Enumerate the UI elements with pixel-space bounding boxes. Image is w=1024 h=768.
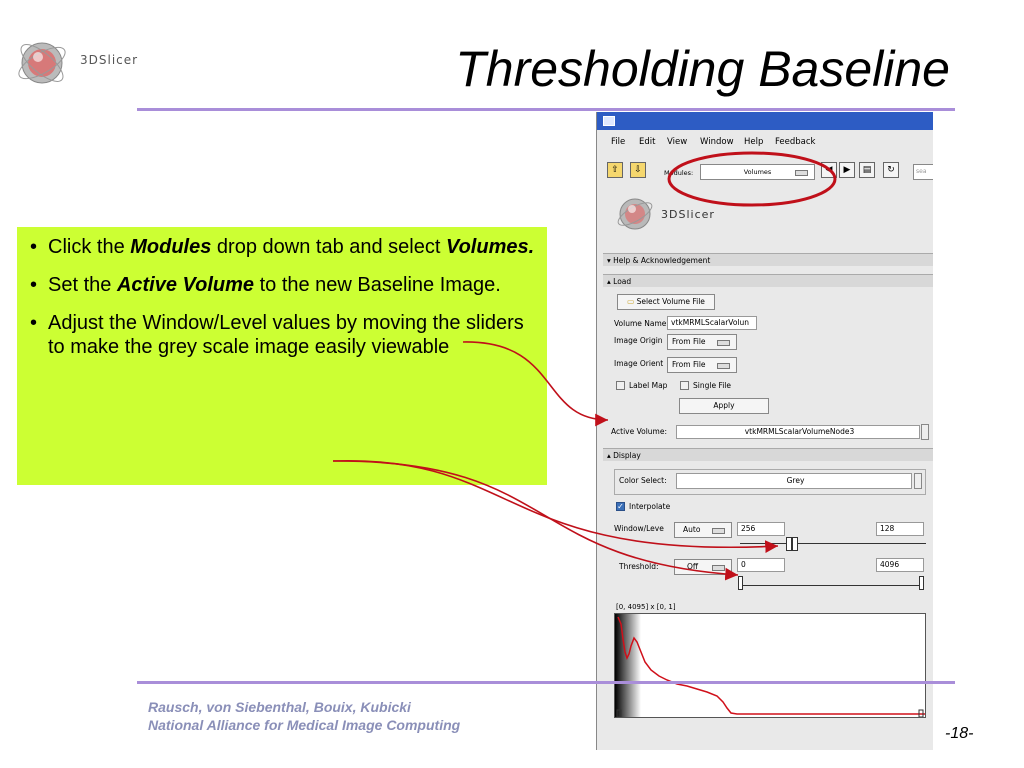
threshold-low-input[interactable]: 0	[737, 558, 785, 572]
histogram-curve	[618, 617, 925, 714]
window-level-mode-dropdown[interactable]	[674, 522, 732, 538]
folder-save-icon: ⇩	[634, 165, 642, 175]
title-divider	[137, 108, 955, 111]
slicer-window	[596, 112, 933, 750]
menubar	[597, 132, 933, 150]
app-logo-icon	[615, 194, 655, 234]
threshold-high-input[interactable]: 4096	[876, 558, 924, 572]
dropdown-indicator-icon	[795, 170, 808, 176]
window-level-label: Window/Leve	[614, 524, 664, 533]
active-volume-label: Active Volume:	[611, 427, 668, 436]
help-section-header[interactable]	[603, 253, 933, 266]
single-file-checkbox[interactable]	[680, 381, 689, 390]
image-origin-value: From File	[672, 337, 706, 346]
apply-button[interactable]: Apply	[679, 398, 769, 414]
footer-organization: National Alliance for Medical Image Computing	[148, 717, 461, 733]
page-number: -18-	[945, 725, 974, 742]
module-prev-button[interactable]	[821, 162, 837, 178]
histogram-range-label: [0, 4095] x [0, 1]	[616, 603, 676, 611]
menu-help[interactable]: Help	[744, 137, 764, 147]
collapse-up-icon: ▴	[607, 277, 614, 286]
collapse-down-icon: ▾	[607, 256, 614, 265]
label-map-label: Label Map	[629, 381, 668, 390]
footer-credits	[148, 698, 460, 734]
dropdown-indicator-icon	[712, 565, 725, 571]
image-orient-value: From File	[672, 360, 706, 369]
window-menu-icon[interactable]	[603, 116, 615, 126]
modules-label: Modules:	[664, 169, 694, 177]
threshold-slider-track[interactable]	[740, 585, 922, 586]
bullet-1-text-a: Click the	[48, 236, 131, 258]
level-value-input[interactable]: 128	[876, 522, 924, 536]
bullet-1-emphasis-b: Volumes.	[445, 236, 535, 258]
threshold-slider-handle-right[interactable]	[919, 576, 924, 590]
bullet-2	[48, 273, 537, 297]
instructions-box	[17, 227, 547, 485]
interpolate-label: Interpolate	[629, 502, 671, 511]
footer-authors: Rausch, von Siebenthal, Bouix, Kubicki	[148, 699, 411, 715]
threshold-label: Threshold:	[619, 562, 659, 571]
image-orient-dropdown[interactable]	[667, 357, 737, 373]
menu-feedback[interactable]: Feedback	[775, 137, 816, 147]
checkmark-icon: ✓	[617, 502, 624, 511]
menu-edit[interactable]: Edit	[639, 137, 656, 147]
app-logo	[615, 194, 655, 234]
module-history-button[interactable]	[859, 162, 875, 178]
color-select-spinner[interactable]	[914, 473, 922, 489]
module-refresh-button[interactable]	[883, 162, 899, 178]
dropdown-indicator-icon	[717, 363, 730, 369]
bullet-1-emphasis-a: Modules	[130, 236, 212, 258]
active-volume-select[interactable]: vtkMRMLScalarVolumeNode3	[676, 425, 920, 439]
bullet-3	[48, 311, 537, 359]
app-logo-text: 3DSlicer	[661, 208, 715, 221]
load-section-header[interactable]	[603, 274, 933, 287]
collapse-up-icon: ▴	[607, 451, 614, 460]
window-titlebar	[597, 112, 933, 130]
bullet-1-text-b: drop down tab and select	[211, 236, 446, 258]
label-map-checkbox[interactable]	[616, 381, 625, 390]
volume-name-input[interactable]: vtkMRMLScalarVolun	[667, 316, 757, 330]
folder-icon: ▭	[627, 297, 637, 306]
modules-dropdown[interactable]	[700, 164, 815, 180]
interpolate-checkbox[interactable]	[616, 502, 625, 511]
bullet-2-text-a: Set the	[48, 274, 117, 296]
window-level-mode-value: Auto	[683, 525, 701, 534]
bullet-1	[48, 235, 537, 259]
histogram-gradient	[615, 614, 641, 717]
footer-divider	[137, 681, 955, 684]
threshold-mode-dropdown[interactable]	[674, 559, 732, 575]
arrow-left-icon: ◀	[825, 165, 833, 175]
single-file-label: Single File	[693, 381, 731, 390]
bullet-3-text: Adjust the Window/Level values by moving the sliders to make the grey scale image easily viewable	[48, 312, 524, 358]
display-section-header[interactable]	[603, 448, 933, 461]
histogram-plot	[615, 614, 925, 717]
select-volume-file-label: Select Volume File	[636, 297, 705, 306]
load-section-title: Load	[613, 277, 632, 286]
history-icon: ▤	[862, 165, 872, 175]
modules-dropdown-value: Volumes	[743, 168, 772, 176]
save-scene-button[interactable]	[630, 162, 646, 178]
dropdown-indicator-icon	[712, 528, 725, 534]
window-value-input[interactable]: 256	[737, 522, 785, 536]
slide-title: Thresholding Baseline	[455, 41, 950, 97]
window-level-slider-track[interactable]	[740, 543, 926, 544]
menu-window[interactable]: Window	[700, 137, 734, 147]
active-volume-spinner[interactable]	[921, 424, 929, 440]
threshold-slider-handle-left[interactable]	[738, 576, 743, 590]
display-section-title: Display	[613, 451, 641, 460]
logo-text: 3DSlicer	[80, 53, 139, 67]
bullet-2-emphasis: Active Volume	[116, 274, 255, 296]
volume-name-label: Volume Name	[614, 319, 667, 328]
image-orient-label: Image Orient	[614, 359, 664, 368]
image-origin-dropdown[interactable]	[667, 334, 737, 350]
select-volume-file-button[interactable]	[617, 294, 715, 310]
color-select-dropdown[interactable]: Grey	[676, 473, 912, 489]
help-section-title: Help & Acknowledgement	[613, 256, 711, 265]
refresh-icon: ↻	[887, 165, 895, 175]
arrow-right-icon: ▶	[843, 165, 851, 175]
window-level-slider-handle-right[interactable]	[792, 537, 798, 551]
toolbar	[597, 158, 933, 184]
module-next-button[interactable]	[839, 162, 855, 178]
menu-view[interactable]: View	[667, 137, 688, 147]
color-select-label: Color Select:	[619, 476, 667, 485]
dropdown-indicator-icon	[717, 340, 730, 346]
image-origin-label: Image Origin	[614, 336, 663, 345]
module-search-input[interactable]: sea	[913, 164, 933, 180]
histogram-view[interactable]	[614, 613, 926, 718]
bullet-2-text-b: to the new Baseline Image.	[254, 274, 501, 296]
folder-up-icon: ⇧	[611, 165, 619, 175]
slicer-logo-icon	[14, 35, 74, 95]
threshold-mode-value: Off	[687, 562, 699, 571]
load-scene-button[interactable]	[607, 162, 623, 178]
menu-file[interactable]: File	[611, 137, 626, 147]
